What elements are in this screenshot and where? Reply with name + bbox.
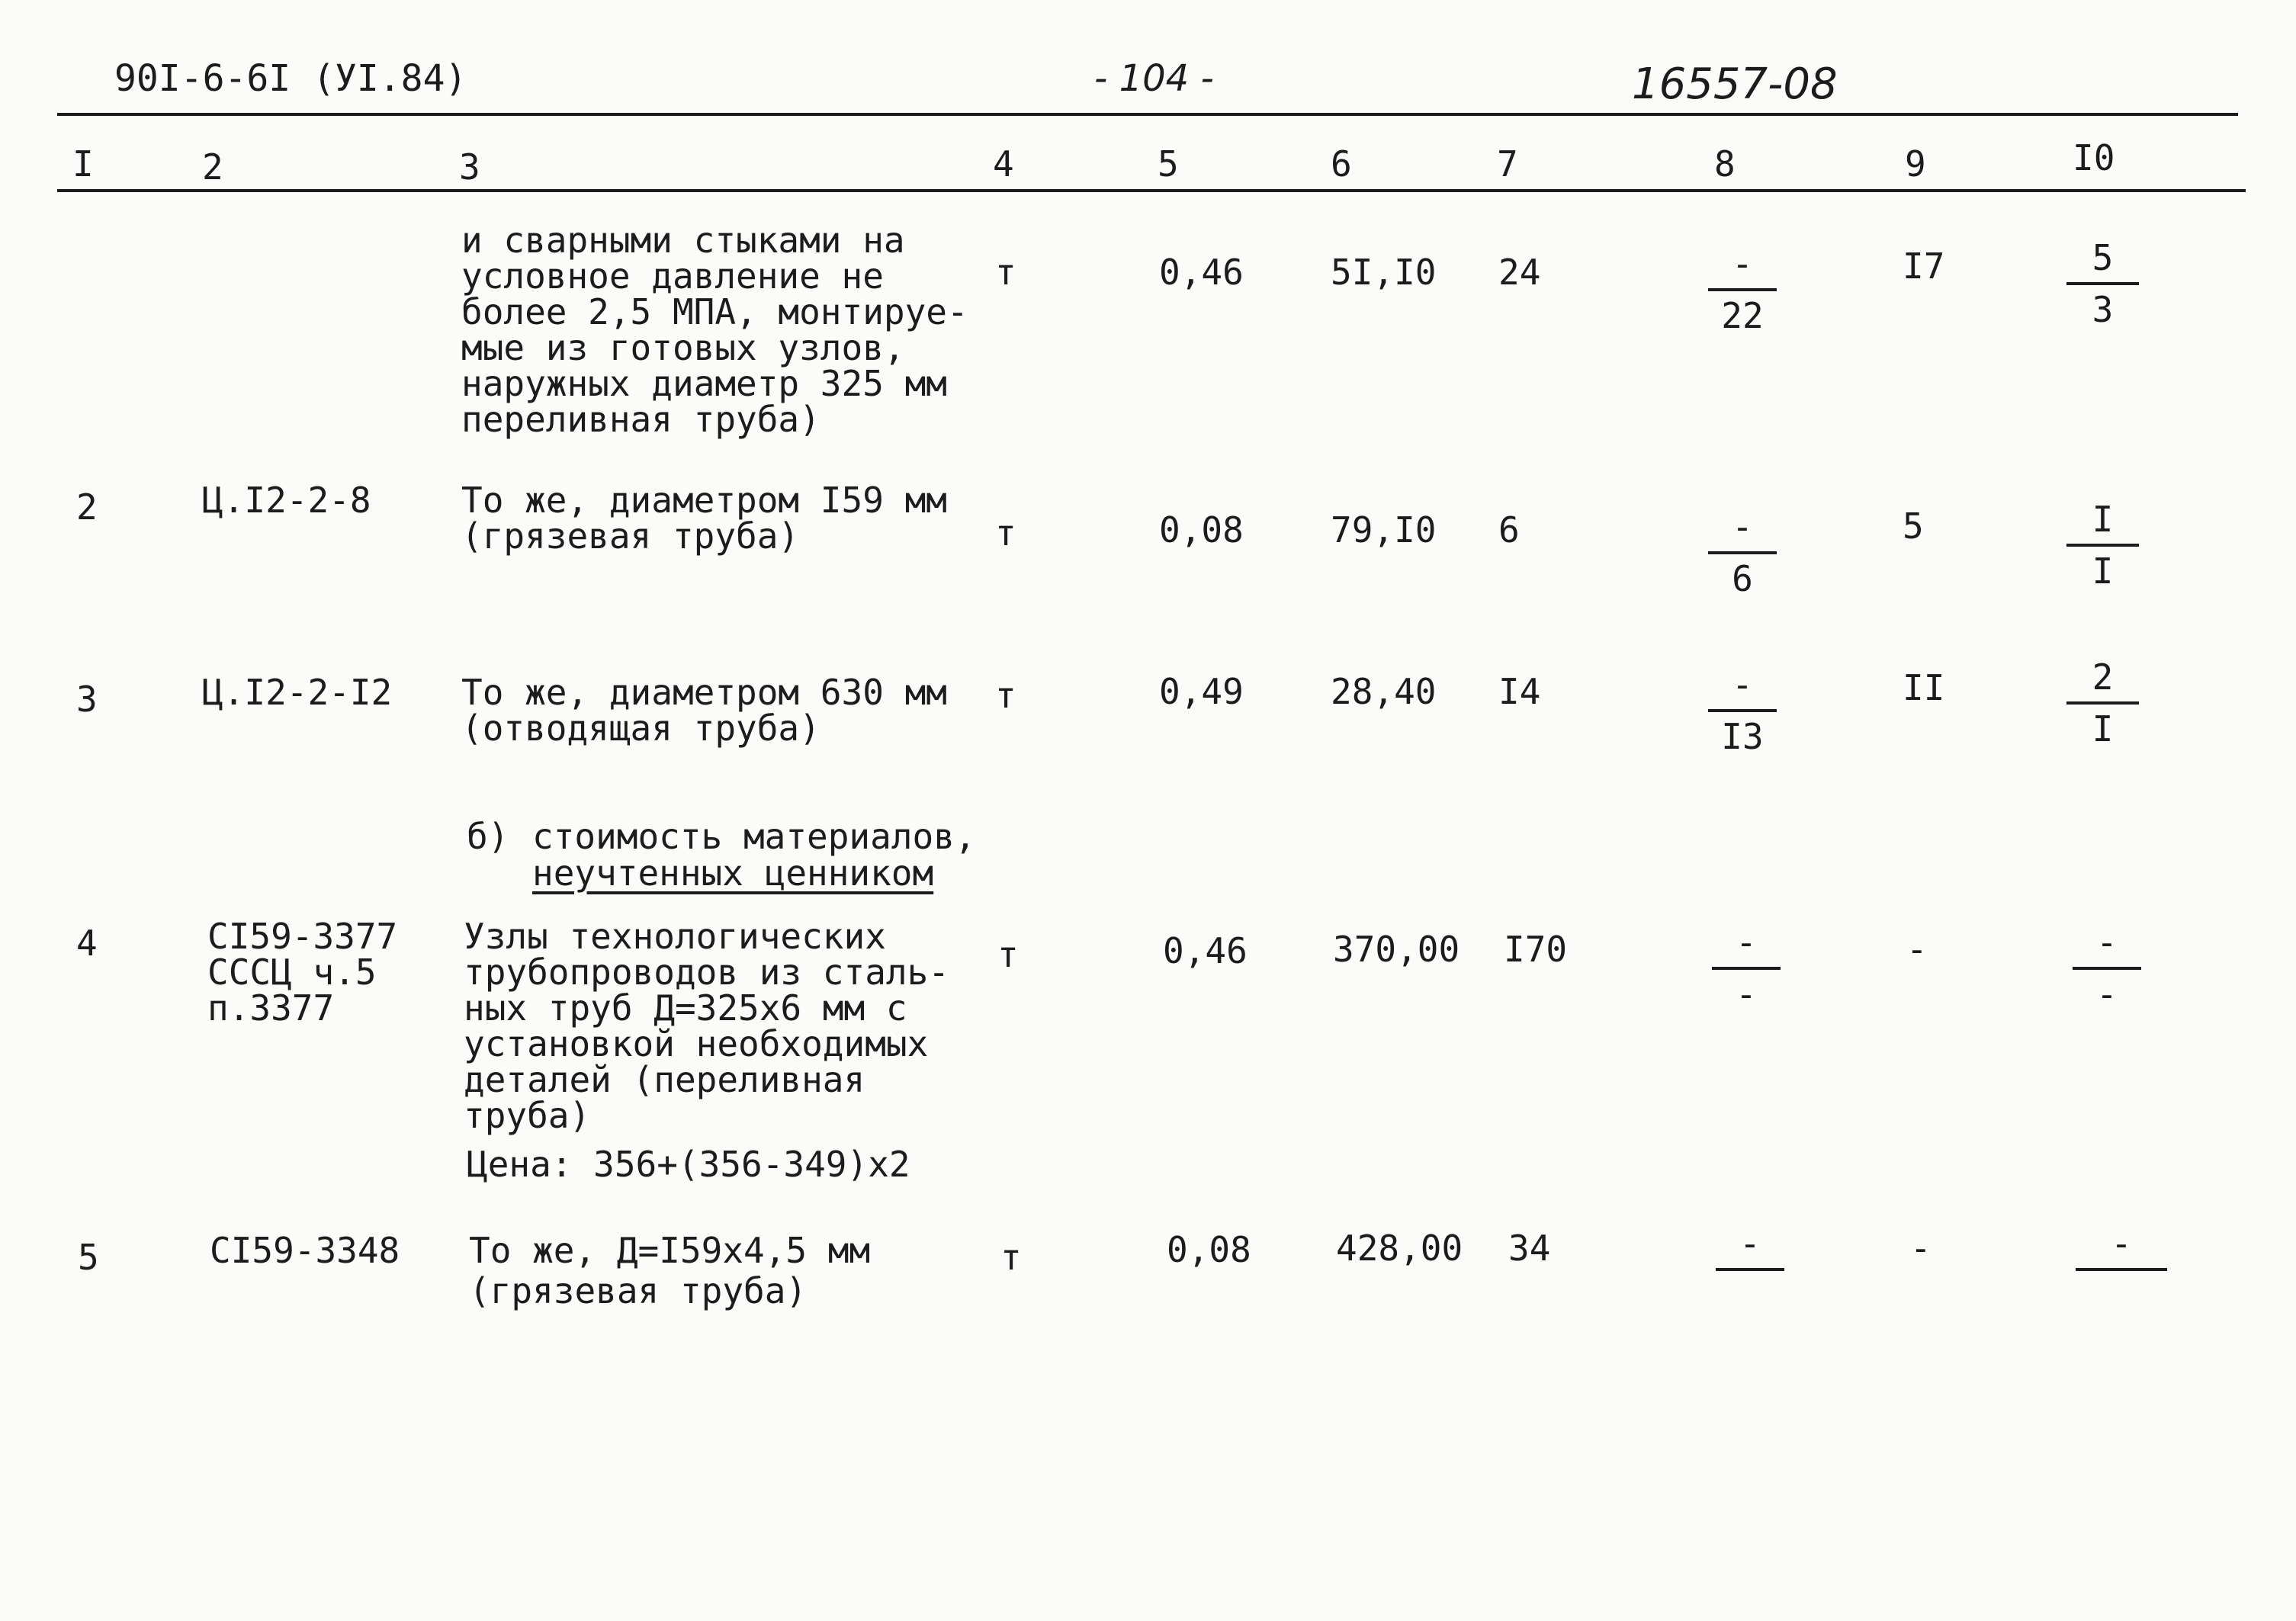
unit-cell: т (995, 252, 1016, 293)
column-header-10: I0 (2073, 137, 2115, 178)
total-cost-cell: 24 (1498, 252, 1541, 293)
code-line: Ц.I2-2-I2 (202, 672, 393, 713)
archive-number: 16557-08 (1632, 59, 1838, 109)
description-line: труба) (464, 1095, 591, 1136)
column-9-cell: 5 (1903, 506, 1924, 547)
column-header-8: 8 (1714, 143, 1736, 185)
column-9-cell: - (1906, 929, 1928, 970)
row-number-cell: 3 (76, 679, 98, 720)
fraction-bar (1708, 551, 1777, 554)
column-9-cell: - (1910, 1228, 1932, 1269)
column-9-cell: I7 (1903, 246, 1945, 287)
column-10-fraction (2066, 499, 2139, 591)
fraction-numerator: - (1732, 664, 1753, 705)
description-line: условное давление не (461, 255, 884, 297)
column-header-9: 9 (1905, 143, 1926, 185)
unit-price-cell: 370,00 (1333, 929, 1460, 970)
section-title-line: стоимость материалов, (532, 816, 976, 857)
fraction-denominator: 3 (2092, 289, 2114, 330)
code-cell (210, 1230, 400, 1271)
code-cell (202, 480, 371, 521)
unit-price-cell: 5I,I0 (1331, 252, 1437, 293)
column-10-fraction (2066, 238, 2139, 329)
description-line: установкой необходимых (464, 1023, 929, 1064)
description-line: деталей (переливная (464, 1059, 865, 1100)
code-cell (207, 916, 398, 1029)
column-header-6: 6 (1331, 143, 1352, 185)
row-number-cell: 5 (78, 1237, 99, 1278)
section-prefix: б) (467, 816, 509, 857)
description-line: наружных диаметр 325 мм (461, 363, 947, 404)
description-line: мые из готовых узлов, (461, 327, 905, 368)
fraction-numerator: I (2092, 499, 2114, 540)
unit-cell: т (995, 512, 1016, 554)
column-header-7: 7 (1497, 143, 1518, 185)
description-line: ных труб Д=325х6 мм с (464, 987, 907, 1029)
description-line: (грязевая труба) (469, 1270, 808, 1311)
column-10-fraction (2076, 1224, 2167, 1315)
unit-cell: т (1000, 1237, 1022, 1278)
code-cell (202, 672, 393, 713)
document-code: 90I-6-6I (УI.84) (114, 57, 467, 100)
column-8-fraction (1708, 507, 1777, 599)
total-cost-cell: 34 (1508, 1228, 1551, 1269)
unit-price-cell: 79,I0 (1331, 509, 1437, 550)
fraction-denominator: I (2092, 550, 2114, 592)
column-10-fraction (2066, 657, 2139, 749)
fraction-numerator: 2 (2092, 656, 2114, 698)
fraction-denominator: I (2092, 708, 2114, 750)
column-header-4: 4 (993, 143, 1014, 185)
fraction-denominator: I3 (1721, 716, 1764, 757)
description-line: То же, диаметром 630 мм (461, 672, 947, 713)
total-cost-cell: I70 (1504, 929, 1568, 970)
fraction-denominator: - (2096, 974, 2118, 1015)
quantity-cell: 0,46 (1163, 930, 1248, 971)
code-line: CI59-3377 (207, 916, 398, 957)
fraction-bar (2066, 701, 2139, 705)
column-9-cell: II (1903, 667, 1945, 708)
description-line: То же, Д=I59х4,5 мм (469, 1230, 871, 1271)
fraction-numerator: - (2111, 1223, 2132, 1264)
quantity-cell: 0,08 (1159, 509, 1244, 550)
columns-rule (57, 189, 2246, 192)
unit-cell: т (995, 675, 1016, 716)
code-line: СССЦ ч.5 (207, 952, 377, 993)
row-number-cell: 4 (76, 923, 98, 964)
description-line: трубопроводов из сталь- (464, 952, 949, 993)
column-header-2: 2 (202, 146, 223, 188)
unit-cell: т (997, 934, 1019, 975)
code-line: п.3377 (207, 987, 335, 1029)
fraction-numerator: - (1736, 922, 1757, 963)
description-line: более 2,5 МПА, монтируе- (461, 291, 968, 332)
fraction-bar (1712, 967, 1781, 970)
description-line: и сварными стыками на (461, 220, 905, 261)
column-header-3: 3 (459, 146, 480, 188)
description-cell (461, 480, 947, 557)
quantity-cell: 0,46 (1159, 252, 1244, 293)
total-cost-cell: I4 (1498, 671, 1541, 712)
fraction-denominator (2076, 1276, 2167, 1315)
fraction-denominator: 6 (1732, 558, 1753, 599)
fraction-numerator: 5 (2092, 237, 2114, 278)
column-8-fraction (1708, 244, 1777, 335)
description-line: (грязевая труба) (461, 515, 800, 557)
unit-price-cell: 428,00 (1336, 1228, 1463, 1269)
fraction-numerator: - (1732, 506, 1753, 547)
description-line: То же, диаметром I59 мм (461, 480, 947, 521)
column-8-fraction (1716, 1224, 1784, 1315)
fraction-denominator: 22 (1721, 295, 1764, 336)
fraction-bar (1716, 1268, 1784, 1271)
fraction-bar (2073, 967, 2141, 970)
fraction-bar (2076, 1268, 2167, 1271)
description-cell (461, 672, 947, 749)
quantity-cell: 0,49 (1159, 671, 1244, 712)
header-rule (57, 113, 2238, 116)
fraction-bar (1708, 288, 1777, 291)
column-8-fraction (1712, 923, 1781, 1014)
fraction-numerator: - (1732, 243, 1753, 284)
column-header-1: I (72, 143, 94, 185)
total-cost-cell: 6 (1498, 509, 1520, 550)
fraction-bar (2066, 544, 2139, 547)
unit-price-cell: 28,40 (1331, 671, 1437, 712)
description-cell (464, 916, 949, 1136)
fraction-numerator: - (1739, 1223, 1761, 1264)
column-header-5: 5 (1158, 143, 1179, 185)
column-10-fraction (2073, 923, 2141, 1014)
row-number-cell: 2 (76, 486, 98, 528)
section-title-line-underlined: неучтенных ценником (532, 852, 934, 894)
code-line: Ц.I2-2-8 (202, 480, 371, 521)
description-line: (отводящая труба) (461, 708, 820, 749)
column-8-fraction (1708, 665, 1777, 756)
page-number: - 104 - (1094, 57, 1214, 100)
description-line: Узлы технологических (464, 916, 886, 957)
price-formula: Цена: 356+(356-349)х2 (467, 1144, 910, 1185)
fraction-denominator (1716, 1276, 1784, 1315)
fraction-denominator: - (1736, 974, 1757, 1015)
description-cell (469, 1230, 871, 1313)
fraction-numerator: - (2096, 922, 2118, 963)
quantity-cell: 0,08 (1167, 1229, 1251, 1270)
fraction-bar (1708, 709, 1777, 712)
description-line: переливная труба) (461, 399, 820, 440)
description-cell (461, 220, 968, 440)
fraction-bar (2066, 282, 2139, 285)
code-line: CI59-3348 (210, 1230, 400, 1271)
